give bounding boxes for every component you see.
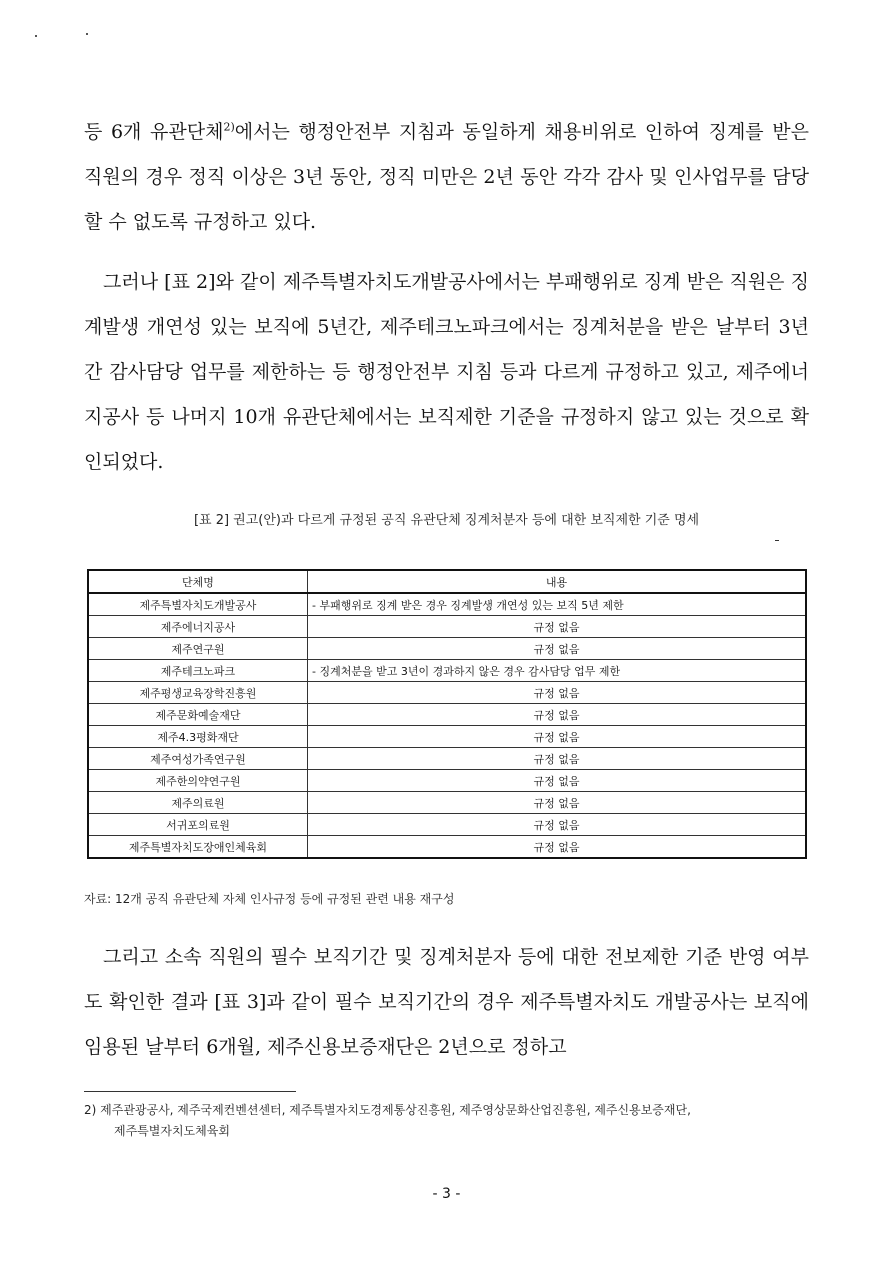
paragraph-2: [84, 260, 809, 485]
footnote-line-2: 제주특별자치도체육회: [114, 1124, 230, 1138]
org-name-cell: 제주문화예술재단: [88, 704, 308, 726]
footnote-divider: [84, 1091, 296, 1092]
content-cell: - 징계처분을 받고 3년이 경과하지 않은 경우 감사담당 업무 제한: [308, 660, 807, 682]
table-row: [88, 792, 806, 814]
scan-speck: [86, 33, 88, 35]
header-org-name: 단체명: [88, 570, 308, 593]
table-row: [88, 616, 806, 638]
paragraph-3-text: 그리고 소속 직원의 필수 보직기간 및 징계처분자 등에 대한 전보제한 기준 반영 여부도 확인한 결과 [표 3]과 같이 필수 보직기간의 경우 제주특별자치도 개발공사는 보직에 임용된 날부터 6개월, 제주신용보증재단은 2년으로 정하고: [84, 946, 809, 1058]
scan-speck: [35, 35, 37, 37]
paragraph-1-text-a: 등 6개 유관단체: [84, 121, 224, 143]
org-name-cell: 제주에너지공사: [88, 616, 308, 638]
org-name-cell: 제주평생교육장학진흥원: [88, 682, 308, 704]
content-cell: 규정 없음: [308, 726, 807, 748]
table-row: [88, 660, 806, 682]
org-name-cell: 제주한의약연구원: [88, 770, 308, 792]
table-row: [88, 682, 806, 704]
table-header-row: [88, 570, 806, 593]
org-name-cell: 제주특별자치도개발공사: [88, 593, 308, 616]
org-name-cell: 제주의료원: [88, 792, 308, 814]
paragraph-3: [84, 935, 809, 1070]
content-cell: 규정 없음: [308, 814, 807, 836]
table-row: [88, 814, 806, 836]
table-row: [88, 836, 806, 859]
org-name-cell: 제주특별자치도장애인체육회: [88, 836, 308, 859]
table-row: [88, 593, 806, 616]
org-name-cell: 제주여성가족연구원: [88, 748, 308, 770]
org-name-cell: 제주4.3평화재단: [88, 726, 308, 748]
page-number: - 3 -: [432, 1186, 461, 1202]
table-row: [88, 748, 806, 770]
content-cell: 규정 없음: [308, 682, 807, 704]
footnote: [84, 1100, 824, 1142]
content-cell: 규정 없음: [308, 836, 807, 859]
content-cell: 규정 없음: [308, 704, 807, 726]
content-cell: - 부패행위로 징계 받은 경우 징계발생 개연성 있는 보직 5년 제한: [308, 593, 807, 616]
footnote-line-1: 2) 제주관광공사, 제주국제컨벤션센터, 제주특별자치도경제통상진흥원, 제주영상문화산업진흥원, 제주신용보증재단,: [84, 1103, 691, 1117]
org-name-cell: 제주연구원: [88, 638, 308, 660]
table-source: 자료: 12개 공직 유관단체 자체 인사규정 등에 규정된 관련 내용 재구성: [84, 892, 455, 906]
table-row: [88, 704, 806, 726]
scan-mark: [775, 540, 779, 541]
org-name-cell: 서귀포의료원: [88, 814, 308, 836]
paragraph-1-text-b: 에서는 행정안전부 지침과 동일하게 채용비위로 인하여 징계를 받은 직원의 경우 정직 이상은 3년 동안, 정직 미만은 2년 동안 각각 감사 및 인사업무를 담당할 수 없도록 규정하고 있다.: [84, 121, 809, 233]
paragraph-1: [84, 110, 809, 245]
table-row: [88, 770, 806, 792]
content-cell: 규정 없음: [308, 748, 807, 770]
content-cell: 규정 없음: [308, 792, 807, 814]
table-row: [88, 726, 806, 748]
content-cell: 규정 없음: [308, 638, 807, 660]
restriction-table: [87, 569, 807, 859]
paragraph-2-text: 그러나 [표 2]와 같이 제주특별자치도개발공사에서는 부패행위로 징계 받은 직원은 징계발생 개연성 있는 보직에 5년간, 제주테크노파크에서는 징계처분을 받은 날부터 3년간 감사담당 업무를 제한하는 등 행정안전부 지침 등과 다르게 규정하고 있고, 제주에너지공사 등 나머지 10개 유관단체에서는 보직제한 기준을 규정하지 않고 있는 것으로 확인되었다.: [84, 271, 809, 473]
table-row: [88, 638, 806, 660]
org-name-cell: 제주테크노파크: [88, 660, 308, 682]
table-caption: [표 2] 권고(안)과 다르게 규정된 공직 유관단체 징계처분자 등에 대한 보직제한 기준 명세: [193, 513, 700, 528]
header-content: 내용: [308, 570, 807, 593]
footnote-ref: 2): [223, 120, 235, 134]
content-cell: 규정 없음: [308, 616, 807, 638]
content-cell: 규정 없음: [308, 770, 807, 792]
